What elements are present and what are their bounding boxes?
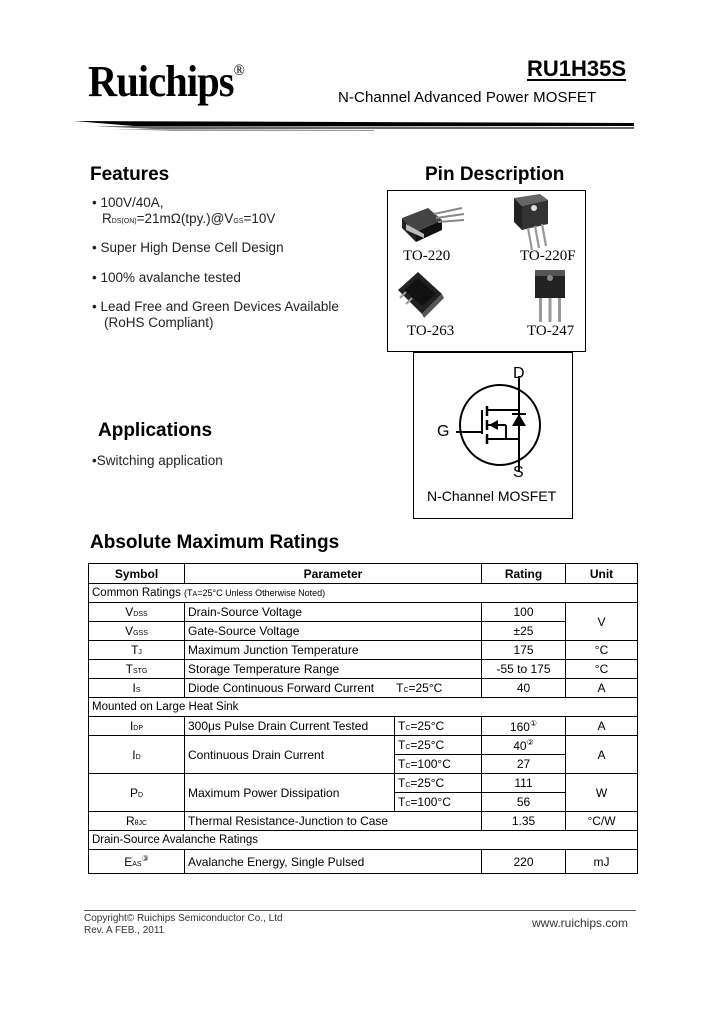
condition-cell: TC=25°C	[395, 736, 482, 755]
unit-cell: A	[566, 679, 638, 698]
rating-cell: 40②	[482, 736, 566, 755]
source-label: S	[513, 464, 524, 481]
condition-cell: TC=25°C	[395, 774, 482, 793]
symbol-cell: ID	[89, 736, 185, 774]
table-row	[89, 660, 638, 679]
symbol-cell: PD	[89, 774, 185, 812]
footer-revision: Rev. A FEB., 2011	[84, 925, 165, 936]
unit-cell: °C	[566, 641, 638, 660]
feature-rating-line: • 100V/40A,	[92, 195, 164, 210]
pin-description-heading: Pin Description	[425, 164, 565, 185]
condition-cell: TC=100°C	[395, 793, 482, 812]
footer-copyright: Copyright© Ruichips Semiconductor Co., Ltd	[84, 913, 283, 924]
header-symbol: Symbol	[89, 564, 185, 584]
applications-heading: Applications	[98, 420, 213, 441]
symbol-cell: IDP	[89, 717, 185, 736]
application-item: •Switching application	[92, 453, 223, 468]
parameter-cell: Storage Temperature Range	[185, 660, 482, 679]
part-number: RU1H35S	[527, 56, 627, 81]
parameter-cell: Maximum Power Dissipation	[185, 774, 395, 812]
symbol-cell: RθJC	[89, 812, 185, 831]
footer-divider	[84, 910, 636, 911]
symbol-cell: EAS③	[89, 850, 185, 874]
unit-cell: mJ	[566, 850, 638, 874]
rating-cell: 40	[482, 679, 566, 698]
section-row-avalanche: Drain-Source Avalanche Ratings	[89, 831, 638, 850]
registered-mark: ®	[233, 62, 244, 79]
feature-item: • Super High Dense Cell Design	[92, 240, 284, 255]
symbol-cell: TSTG	[89, 660, 185, 679]
gate-label: G	[437, 423, 450, 440]
rating-cell: 160①	[482, 717, 566, 736]
footer-url[interactable]: www.ruichips.com	[532, 916, 629, 930]
table-row	[89, 603, 638, 622]
header-rating: Rating	[482, 564, 566, 584]
feature-rdson-line: RDS(ON)=21mΩ(tpy.)@VGS=10V	[102, 211, 276, 226]
table-row	[89, 641, 638, 660]
unit-cell: V	[566, 603, 638, 641]
package-label-to247: TO-247	[527, 323, 575, 339]
parameter-cell: Thermal Resistance-Junction to Case	[185, 812, 482, 831]
feature-item: • 100% avalanche tested	[92, 270, 241, 285]
rating-cell: 111	[482, 774, 566, 793]
condition-cell: TC=25°C	[395, 717, 482, 736]
table-row	[89, 850, 638, 874]
header-unit: Unit	[566, 564, 638, 584]
section-row-mounted: Mounted on Large Heat Sink	[89, 698, 638, 717]
table-row	[89, 812, 638, 831]
rating-cell: 27	[482, 755, 566, 774]
ratings-heading: Absolute Maximum Ratings	[90, 532, 340, 553]
unit-cell: °C/W	[566, 812, 638, 831]
table-row	[89, 717, 638, 736]
rating-cell: 1.35	[482, 812, 566, 831]
table-header-row	[89, 564, 638, 584]
unit-cell: °C	[566, 660, 638, 679]
rating-cell: 220	[482, 850, 566, 874]
feature-item: • Lead Free and Green Devices Available	[92, 299, 339, 314]
condition-cell: TC=100°C	[395, 755, 482, 774]
to247-package-icon	[533, 268, 567, 324]
ratings-table	[88, 563, 638, 874]
unit-cell: A	[566, 717, 638, 736]
symbol-cell: TJ	[89, 641, 185, 660]
rating-cell: 100	[482, 603, 566, 622]
rating-cell: 56	[482, 793, 566, 812]
unit-cell: W	[566, 774, 638, 812]
features-heading: Features	[90, 164, 170, 185]
to220f-package-icon	[508, 192, 558, 252]
table-row	[89, 774, 638, 793]
parameter-cell: Maximum Junction Temperature	[185, 641, 482, 660]
symbol-cell: VGSS	[89, 622, 185, 641]
header-swoosh	[74, 113, 634, 141]
rating-cell: -55 to 175	[482, 660, 566, 679]
package-label-to263: TO-263	[407, 323, 455, 339]
parameter-cell: Diode Continuous Forward Current TC=25°C	[185, 679, 482, 698]
brand-name: Ruichips	[88, 57, 234, 106]
mosfet-symbol-label: N-Channel MOSFET	[427, 488, 557, 504]
to263-package-icon	[396, 270, 446, 320]
parameter-cell: 300μs Pulse Drain Current Tested	[185, 717, 395, 736]
rating-cell: 175	[482, 641, 566, 660]
parameter-cell: Avalanche Energy, Single Pulsed	[185, 850, 482, 874]
symbol-cell: IS	[89, 679, 185, 698]
parameter-cell: Continuous Drain Current	[185, 736, 395, 774]
package-label-to220f: TO-220F	[520, 248, 576, 264]
parameter-cell: Drain-Source Voltage	[185, 603, 482, 622]
brand-logo	[88, 56, 244, 107]
to220-package-icon	[398, 204, 468, 248]
n-channel-mosfet-symbol-icon	[430, 362, 560, 487]
table-row	[89, 622, 638, 641]
table-row	[89, 736, 638, 755]
parameter-cell: Gate-Source Voltage	[185, 622, 482, 641]
package-label-to220: TO-220	[403, 248, 451, 264]
section-row-common: Common Ratings (TA=25°C Unless Otherwise Noted)	[89, 584, 638, 603]
unit-cell: A	[566, 736, 638, 774]
symbol-cell: VDSS	[89, 603, 185, 622]
header-parameter: Parameter	[185, 564, 482, 584]
table-row	[89, 679, 638, 698]
feature-item: (RoHS Compliant)	[104, 315, 214, 330]
drain-label: D	[513, 365, 525, 382]
product-subtitle: N-Channel Advanced Power MOSFET	[338, 89, 597, 106]
rating-cell: ±25	[482, 622, 566, 641]
